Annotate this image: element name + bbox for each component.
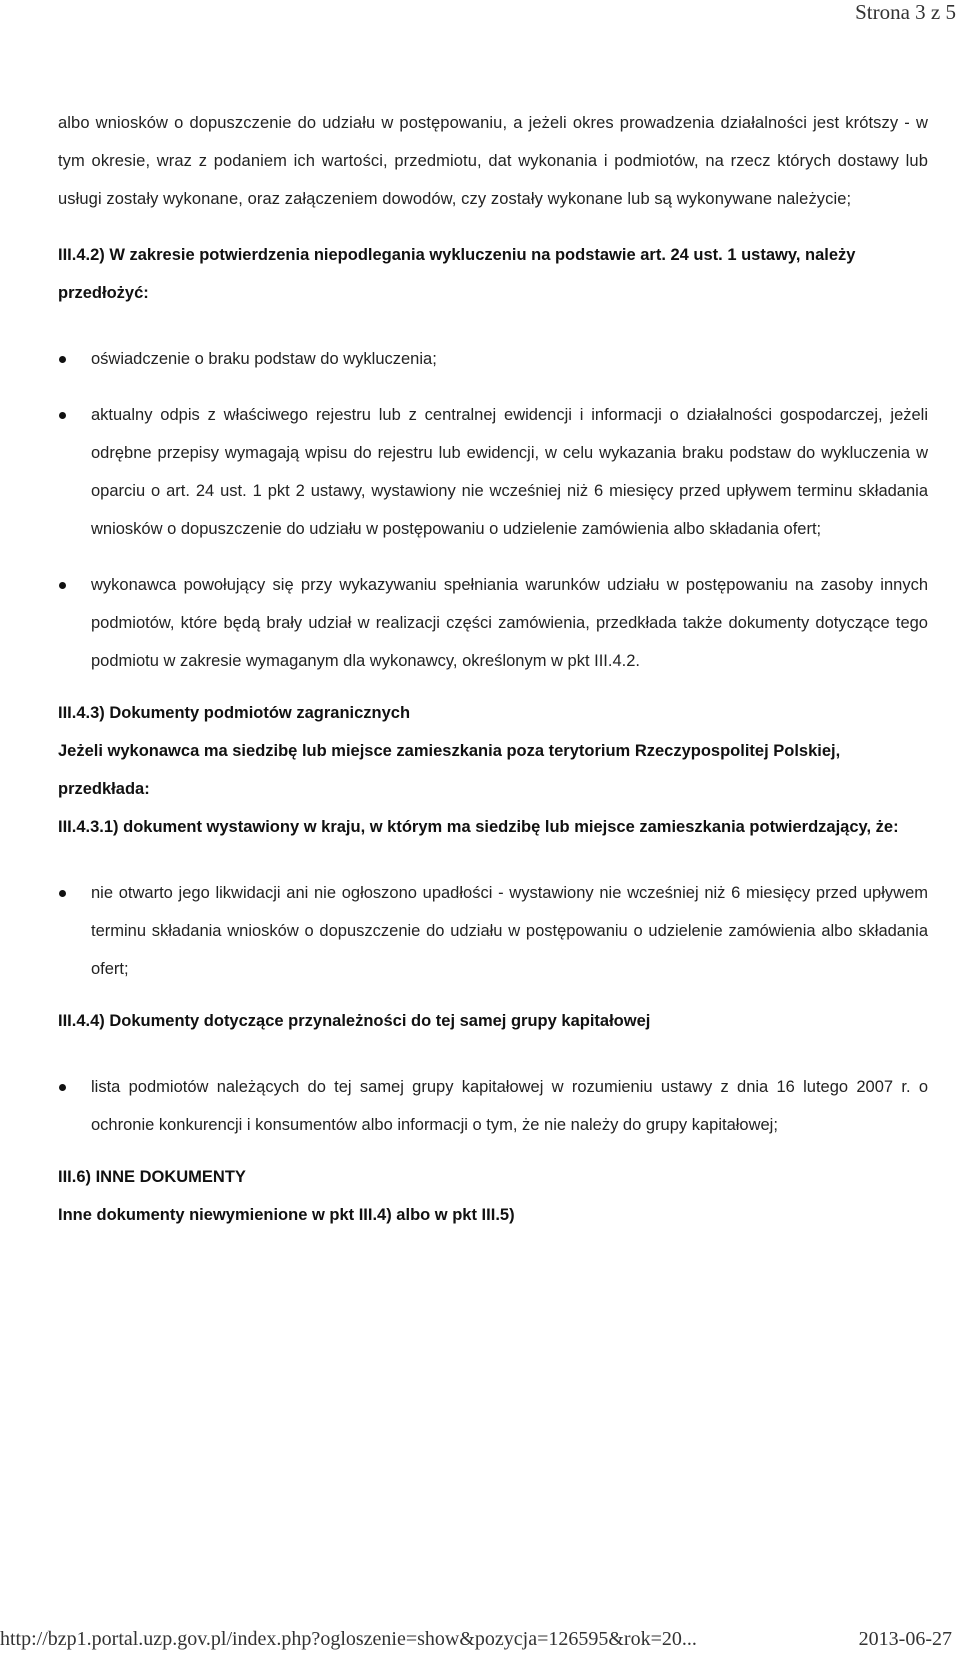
document-body: [58, 104, 928, 1234]
intro-paragraph: albo wniosków o dopuszczenie do udziału w postępowaniu, a jeżeli okres prowadzenia działalności jest krótszy - w tym okresie, wraz z podaniem ich wartości, przedmiotu, dat wykonania i podmiotów, na rzecz których dostawy lub usługi zostały wykonane, oraz załączeniem dowodów, czy zostały wykonane lub są wykonywane należycie;: [58, 114, 928, 208]
section-4-3-heading: III.4.3) Dokumenty podmiotów zagranicznych: [58, 704, 411, 722]
list-item: lista podmiotów należących do tej samej grupy kapitałowej w rozumieniu ustawy z dnia 16 lutego 2007 r. o ochronie konkurencji i konsumentów albo informacji o tym, że nie należy do grupy kapitałowej;: [58, 1068, 928, 1144]
list-item: aktualny odpis z właściwego rejestru lub z centralnej ewidencji i informacji o działalności gospodarczej, jeżeli odrębne przepisy wymagają wpisu do rejestru lub ewidencji, w celu wykazania braku podstaw do wykluczenia w oparciu o art. 24 ust. 1 pkt 2 ustawy, wystawiony nie wcześniej niż 6 miesięcy przed upływem terminu składania wniosków o dopuszczenie do udziału w postępowaniu o udzielenie zamówienia albo składania ofert;: [58, 396, 928, 548]
section-4-2-list: [58, 340, 928, 680]
list-item: oświadczenie o braku podstaw do wykluczenia;: [58, 340, 928, 378]
footer-url: http://bzp1.portal.uzp.gov.pl/index.php?ogloszenie=show&pozycja=126595&rok=20...: [0, 1628, 697, 1650]
page-footer: [0, 1628, 960, 1654]
page-number: Strona 3 z 5: [855, 0, 956, 24]
section-4-3-1-heading: III.4.3.1) dokument wystawiony w kraju, w którym ma siedzibę lub miejsce zamieszkania potwierdzający, że:: [58, 818, 899, 836]
list-item: wykonawca powołujący się przy wykazywaniu spełniania warunków udziału w postępowaniu na zasoby innych podmiotów, które będą brały udział w realizacji części zamówienia, przedkłada także dokumenty dotyczące tego podmiotu w zakresie wymaganym dla wykonawcy, określonym w pkt III.4.2.: [58, 566, 928, 680]
section-4-3-list: [58, 874, 928, 988]
section-4-3-subheading: Jeżeli wykonawca ma siedzibę lub miejsce zamieszkania poza terytorium Rzeczypospolitej Polskiej, przedkłada:: [58, 742, 841, 798]
list-item: nie otwarto jego likwidacji ani nie ogłoszono upadłości - wystawiony nie wcześniej niż 6 miesięcy przed upływem terminu składania wniosków o dopuszczenie do udziału w postępowaniu o udzielenie zamówienia albo składania ofert;: [58, 874, 928, 988]
section-4-2-heading: III.4.2) W zakresie potwierdzenia niepodlegania wykluczeniu na podstawie art. 24 ust. 1 ustawy, należy przedłożyć:: [58, 246, 856, 302]
section-6-heading: III.6) INNE DOKUMENTY: [58, 1168, 246, 1186]
section-4-4-list: [58, 1068, 928, 1144]
section-4-4-heading: III.4.4) Dokumenty dotyczące przynależności do tej samej grupy kapitałowej: [58, 1012, 651, 1030]
footer-date: 2013-06-27: [858, 1628, 952, 1650]
section-6-subheading: Inne dokumenty niewymienione w pkt III.4) albo w pkt III.5): [58, 1206, 515, 1224]
